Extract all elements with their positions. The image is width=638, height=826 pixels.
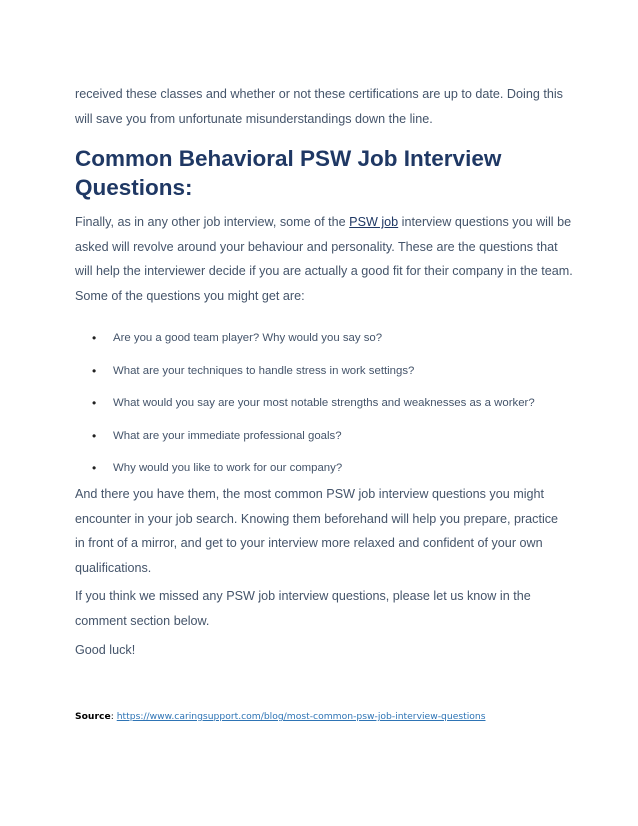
source-citation [75,711,486,722]
bullet-icon: • [92,428,97,443]
list-item [92,426,572,459]
list-item [92,393,572,426]
bullet-icon: • [92,363,97,378]
intro-paragraph [75,82,575,131]
source-label: Source [75,711,111,722]
heading-line-2: Questions: [75,175,193,200]
question-text: Are you a good team player? Why would you say so? [113,332,383,344]
behavior-paragraph [75,210,573,308]
behavior-text-start: Finally, as in any other job interview, some of the [75,215,350,229]
bullet-icon: • [92,331,97,345]
closing-paragraph: And there you have them, the most common PSW job interview questions you might encounter in your job search. Knowing them beforehand will help you prepare, practice in front of a mirror, and get to your interview more relaxed and confident of your own qualifications. [75,487,559,575]
list-item [92,328,572,361]
questions-list [92,328,572,491]
source-separator: : [110,711,117,722]
question-text: What would you say are your most notable strengths and weaknesses as a worker? [113,397,535,409]
bullet-icon: • [92,461,97,475]
behavior-text-end: interview questions you will be asked will revolve around your behaviour and personality. These are the questions that will help the interviewer decide if you are actually a good fit for their company in the team. Some of the questions you might get are: [75,215,573,303]
psw-job-link[interactable]: PSW job [349,215,399,229]
intro-line-2: will save you from unfortunate misunderstandings down the line. [75,111,433,126]
list-item [92,361,572,394]
question-text: What are your immediate professional goals? [113,429,342,442]
missed-questions-paragraph: If you think we missed any PSW job interview questions, please let us know in the comment section below. [75,589,531,628]
good-luck-text: Good luck! [75,643,136,657]
intro-line-1: received these classes and whether or not these certifications are up to date. Doing this [75,87,563,101]
question-text: What are your techniques to handle stress in work settings? [113,364,415,377]
section-heading [75,144,595,202]
heading-line-1: Common Behavioral PSW Job Interview [75,146,502,171]
bullet-icon: • [92,396,97,410]
source-link[interactable]: https://www.caringsupport.com/blog/most-common-psw-job-interview-questions [116,711,486,722]
question-text: Why would you like to work for our company? [113,462,343,474]
